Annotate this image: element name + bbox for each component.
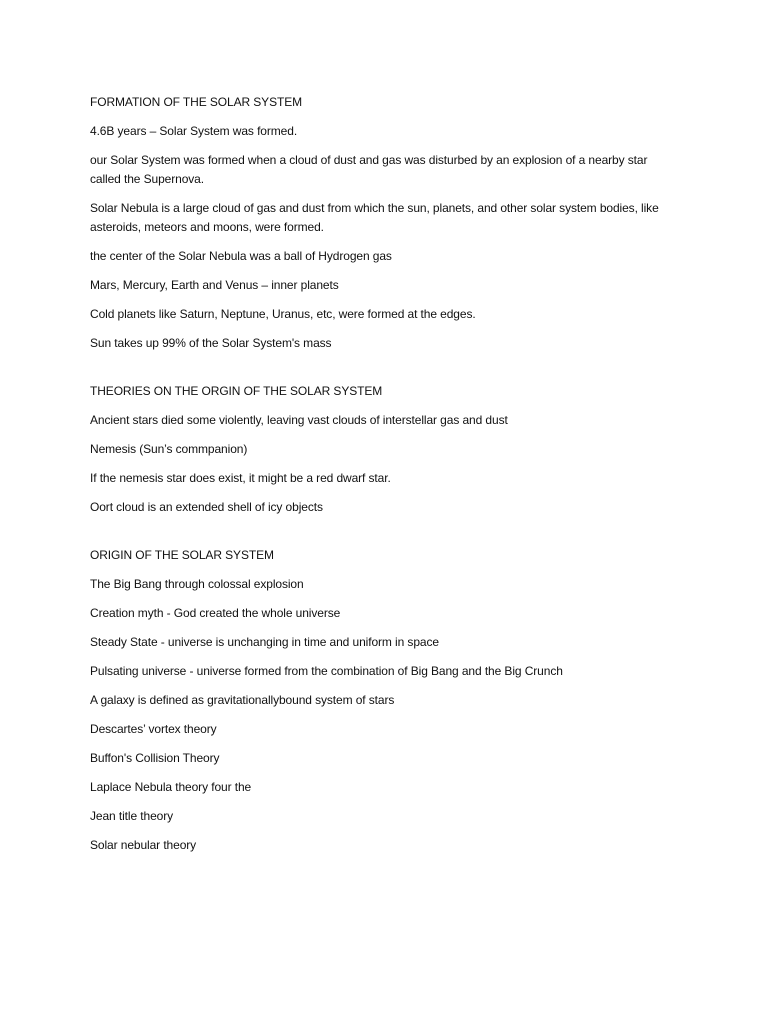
paragraph: Ancient stars died some violently, leaving vast clouds of interstellar gas and dust (90, 413, 508, 427)
section-heading: THEORIES ON THE ORGIN OF THE SOLAR SYSTEM (90, 384, 383, 398)
paragraph: Pulsating universe - universe formed from the combination of Big Bang and the Big Crunch (90, 664, 563, 678)
paragraph: Oort cloud is an extended shell of icy objects (90, 500, 323, 514)
paragraph: If the nemesis star does exist, it might be a red dwarf star. (90, 471, 391, 485)
paragraph: The Big Bang through colossal explosion (90, 577, 304, 591)
paragraph: Mars, Mercury, Earth and Venus – inner planets (90, 278, 339, 292)
paragraph: 4.6B years – Solar System was formed. (90, 124, 298, 138)
paragraph: the center of the Solar Nebula was a ball of Hydrogen gas (90, 249, 392, 263)
paragraph: Creation myth - God created the whole universe (90, 606, 341, 620)
paragraph: Jean title theory (90, 809, 174, 823)
paragraph: our Solar System was formed when a cloud of dust and gas was disturbed by an explosion of a nearby star called the Supernova. (90, 153, 648, 186)
paragraph: Laplace Nebula theory four the (90, 780, 252, 794)
paragraph: Buffon's Collision Theory (90, 751, 220, 765)
section-theories (90, 382, 680, 517)
section-heading: ORIGIN OF THE SOLAR SYSTEM (90, 548, 274, 562)
section-formation (90, 93, 680, 353)
paragraph: Cold planets like Saturn, Neptune, Uranus, etc, were formed at the edges. (90, 307, 476, 321)
paragraph: Steady State - universe is unchanging in time and uniform in space (90, 635, 439, 649)
paragraph: Solar nebular theory (90, 838, 197, 852)
paragraph: Nemesis (Sun’s commpanion) (90, 442, 248, 456)
paragraph: A galaxy is defined as gravitationallybound system of stars (90, 693, 395, 707)
paragraph: Sun takes up 99% of the Solar System's mass (90, 336, 332, 350)
paragraph: Descartes’ vortex theory (90, 722, 217, 736)
document-body (90, 93, 680, 855)
paragraph: Solar Nebula is a large cloud of gas and dust from which the sun, planets, and other solar system bodies, like asteroids, meteors and moons, were formed. (90, 201, 659, 234)
section-origin (90, 546, 680, 855)
section-heading: FORMATION OF THE SOLAR SYSTEM (90, 95, 303, 109)
